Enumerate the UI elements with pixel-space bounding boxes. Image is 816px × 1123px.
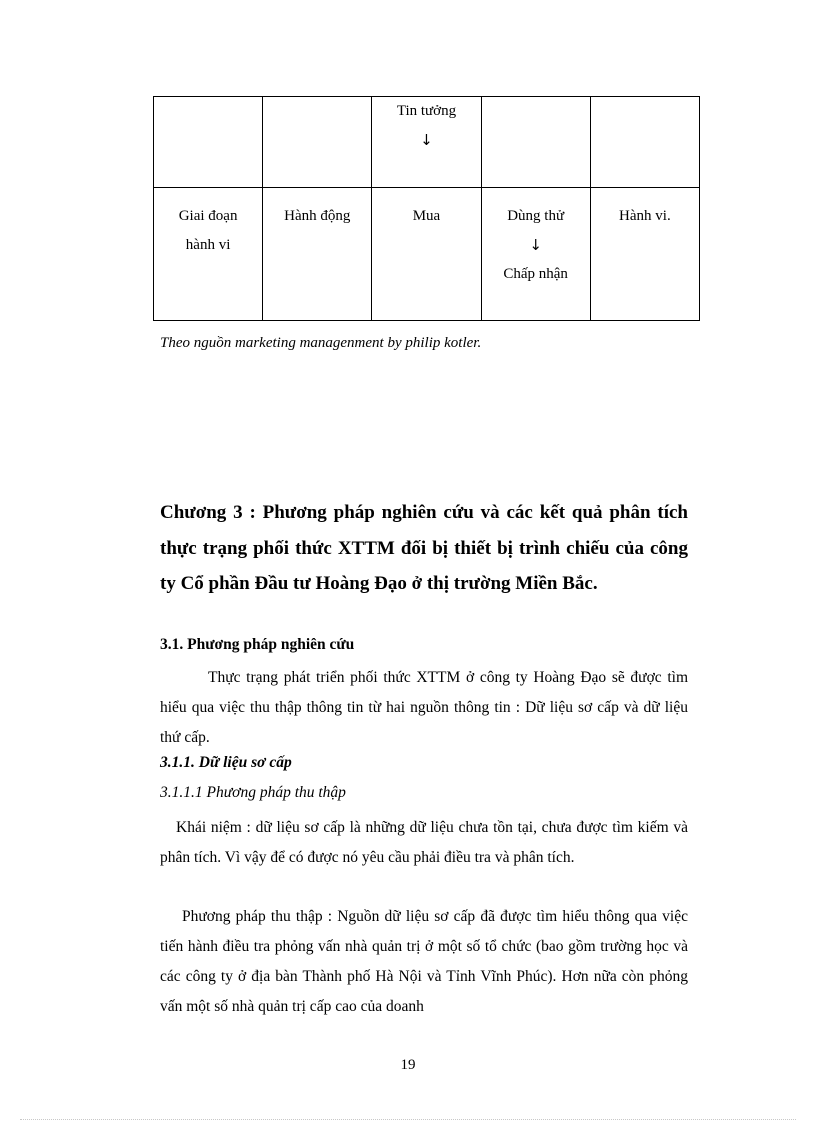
cell-text-stage: Giai đoạn hành vi (178, 208, 238, 253)
arrow-down-icon: ↓ (420, 131, 433, 149)
cell-text-action: Hành động (284, 208, 351, 224)
table-cell (481, 188, 590, 321)
page-divider (20, 1119, 796, 1120)
cell-text-accept: Chấp nhận (503, 266, 568, 282)
table-row (154, 97, 700, 188)
cell-text-trial: Dùng thử (507, 208, 565, 224)
table-cell (590, 188, 699, 321)
paragraph-intro: Thực trạng phát triển phối thức XTTM ở công ty Hoàng Đạo sẽ được tìm hiểu qua việc thu thập thông tin từ hai nguồn thông tin : Dữ liệu sơ cấp và dữ liệu thứ cấp. (160, 669, 688, 746)
table-cell (263, 97, 372, 188)
section-heading-3-1-1: 3.1.1. Dữ liệu sơ cấp (160, 754, 292, 771)
table-cell (590, 97, 699, 188)
source-note: Theo nguồn marketing managenment by philip kotler. (160, 335, 482, 351)
table-cell (372, 97, 481, 188)
table-cell (372, 188, 481, 321)
section-heading-3-1-1-1: 3.1.1.1 Phương pháp thu thập (160, 784, 346, 801)
cell-text-buy: Mua (412, 208, 441, 224)
arrow-down-icon: ↓ (529, 236, 542, 254)
page-number: 19 (400, 1057, 416, 1073)
chapter-title: Chương 3 : Phương pháp nghiên cứu và các kết quả phân tích thực trạng phối thức XTTM đối bị thiết bị trình chiếu của công ty Cổ phần Đầu tư Hoàng Đạo ở thị trường Miền Bắc. (160, 502, 688, 594)
cell-text-behavior: Hành vi. (619, 208, 671, 224)
behavior-stage-table (153, 96, 700, 321)
table-cell (154, 97, 263, 188)
table-cell (263, 188, 372, 321)
table-row (154, 188, 700, 321)
table-cell (481, 97, 590, 188)
paragraph-method: Phương pháp thu thập : Nguồn dữ liệu sơ cấp đã được tìm hiểu thông qua việc tiến hành điều tra phỏng vấn nhà quản trị ở một số tổ chức (bao gồm trường học và các công ty ở địa bàn Thành phố Hà Nội và Tỉnh Vĩnh Phúc). Hơn nữa còn phỏng vấn một số nhà quản trị cấp cao của doanh (160, 908, 688, 1015)
section-heading-3-1: 3.1. Phương pháp nghiên cứu (160, 636, 355, 653)
table-cell (154, 188, 263, 321)
paragraph-concept: Khái niệm : dữ liệu sơ cấp là những dữ liệu chưa tồn tại, chưa được tìm kiếm và phân tích. Vì vậy để có được nó yêu cầu phải điều tra và phân tích. (160, 819, 688, 866)
cell-text-trust: Tin tưởng (396, 103, 457, 119)
